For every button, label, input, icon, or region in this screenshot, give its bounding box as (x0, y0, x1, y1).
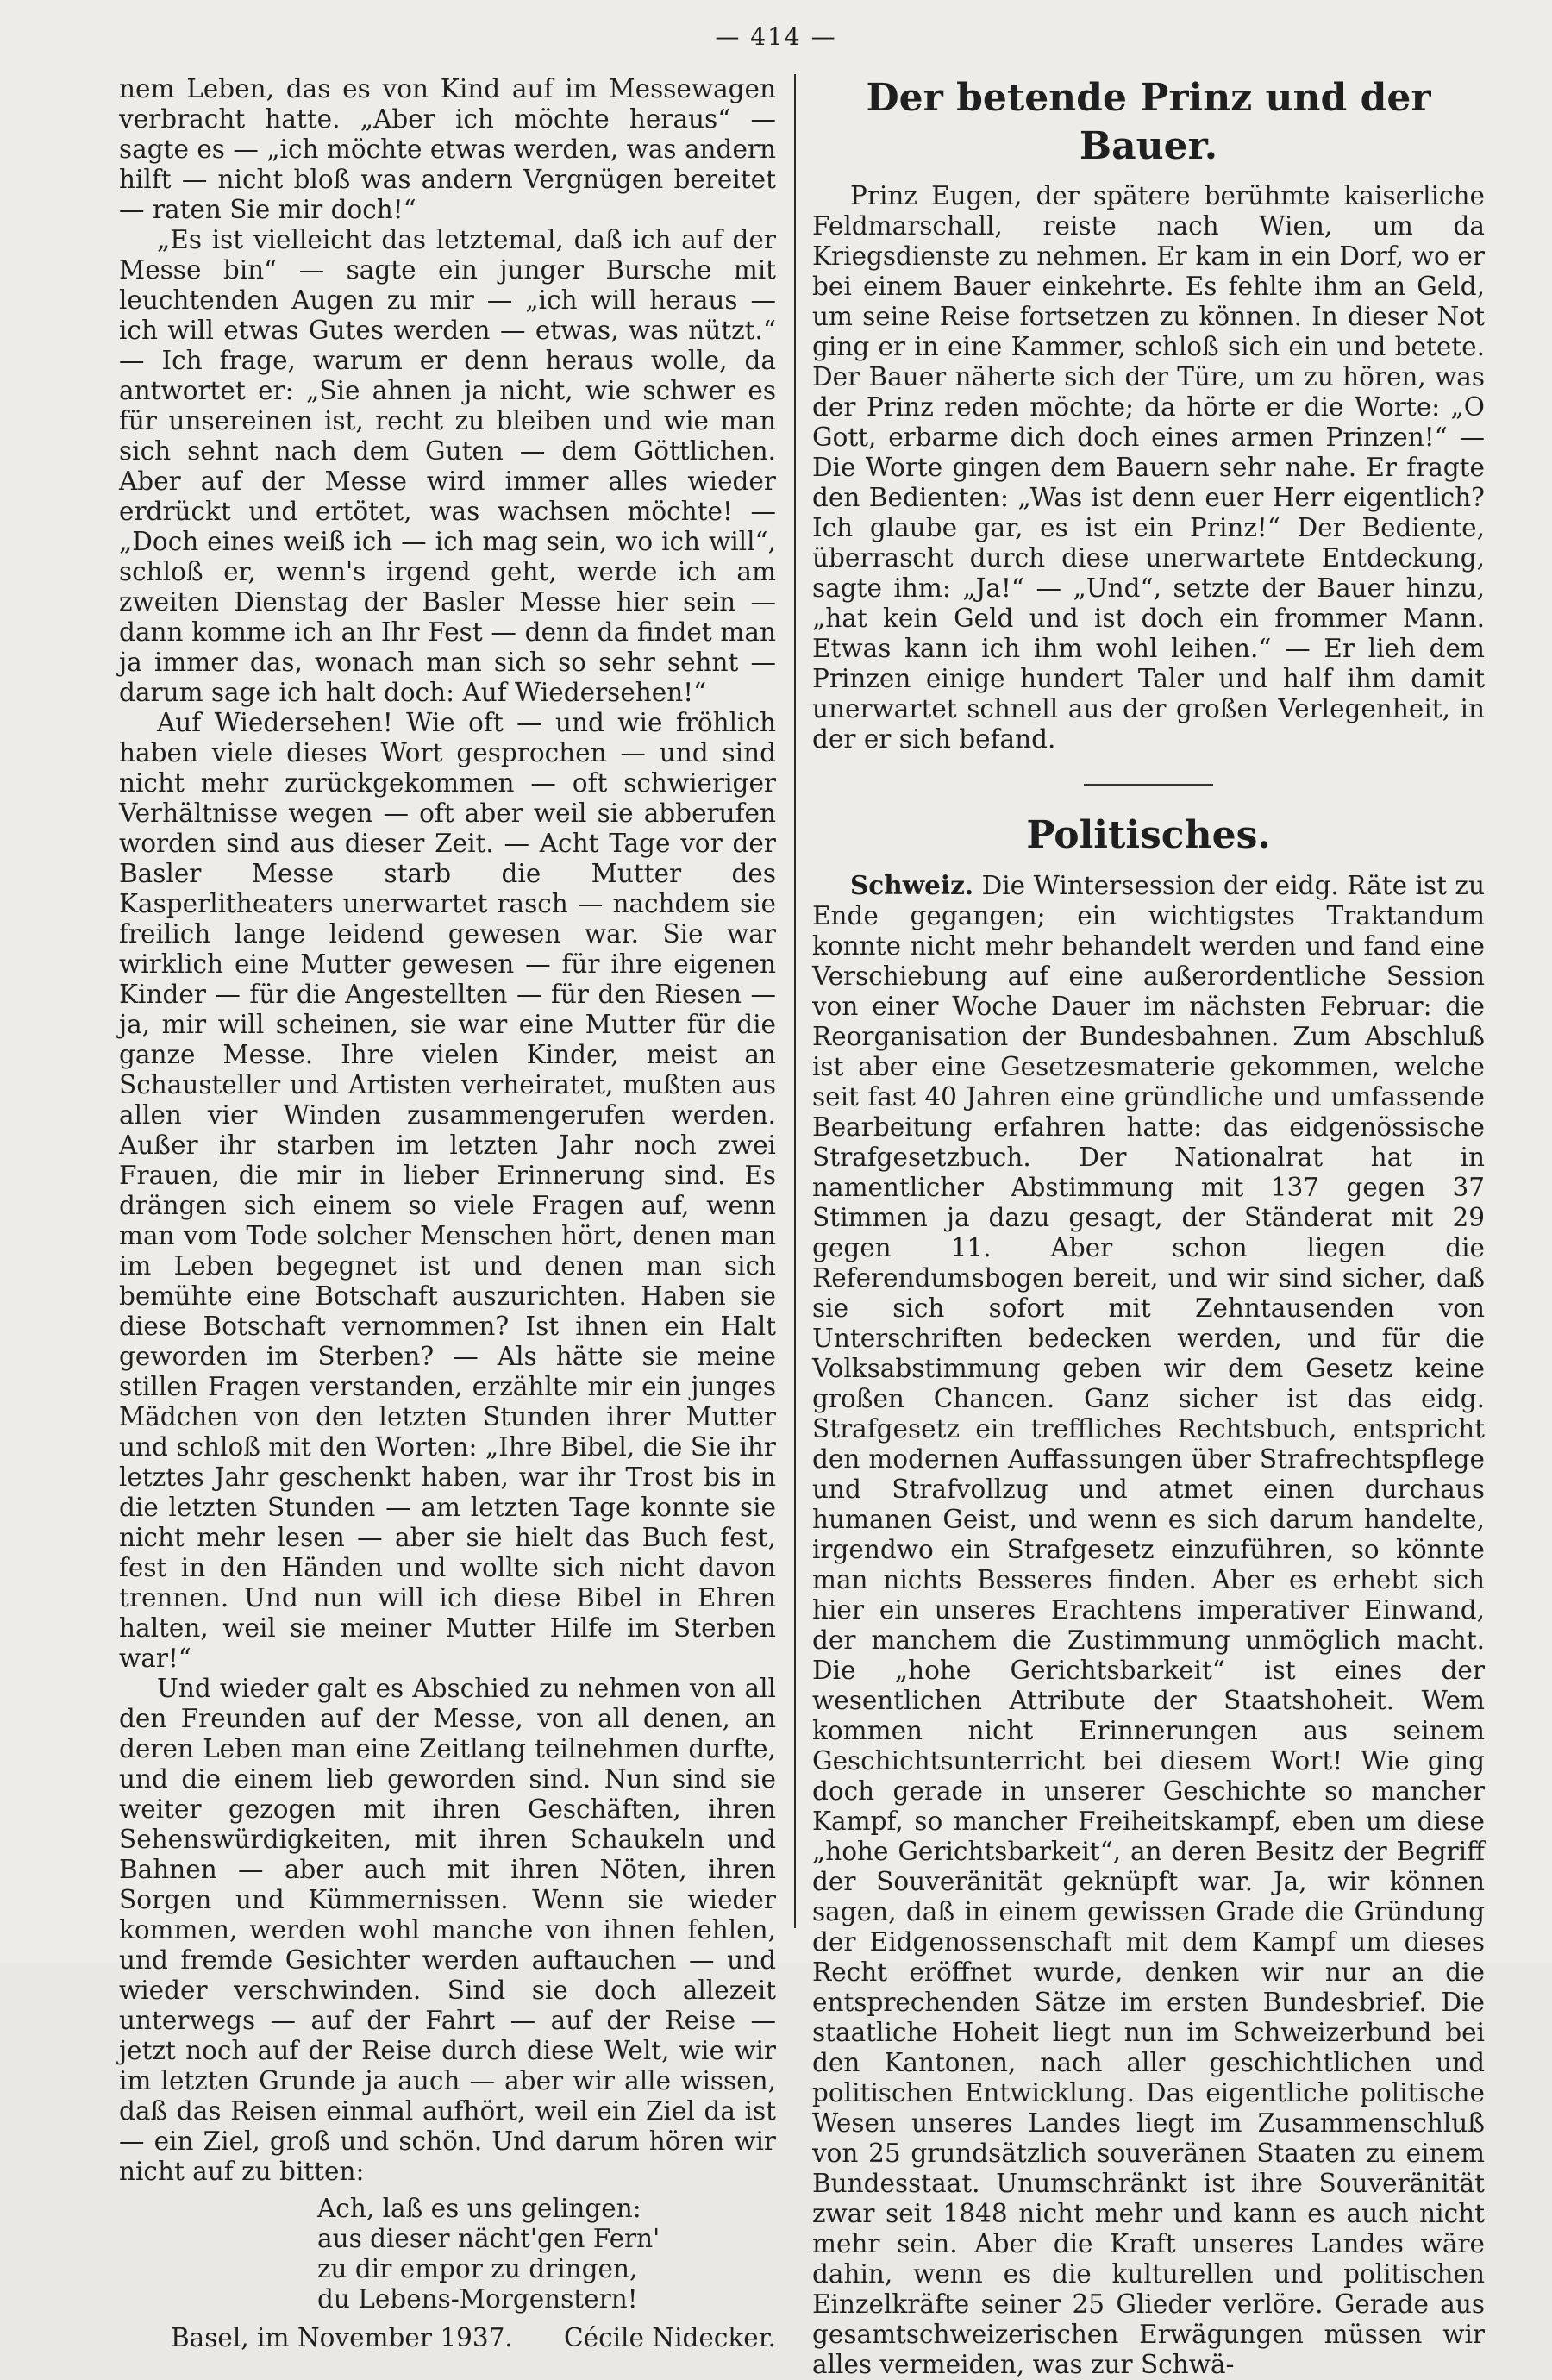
paragraph: Und wieder galt es Abschied zu nehmen von all den Freunden auf der Messe, von all denen, an deren Leben man eine Zeitlang teilnehmen durfte, und die einem lieb geworden sind. Nun sind sie weiter gezogen mit ihren Geschäften, ihren Sehenswürdigkeiten, mit ihren Schaukeln und Bahnen — aber auch mit ihren Nöten, ihren Sorgen und Kümmernissen. Wenn sie wieder kommen, werden wohl manche von ihnen fehlen, und fremde Gesichter werden auftauchen — und wieder verschwinden. Sind sie doch allezeit unterwegs — auf der Fahrt — auf der Reise — jetzt noch auf der Reise durch diese Welt, wie wir im letzten Grunde ja auch — aber wir alle wissen, daß das Reisen einmal aufhört, weil ein Ziel da ist — ein Ziel, groß und schön. Und darum hören wir nicht auf zu bitten: (119, 1674, 776, 2186)
left-column (119, 74, 776, 2353)
poem-line: zu dir empor zu dringen, (317, 2254, 638, 2283)
poem (317, 2194, 776, 2314)
lead-word: Schweiz. (850, 870, 974, 900)
page-number: — 414 — (715, 22, 837, 51)
article-title: Der betende Prinz und der Bauer. (866, 76, 1431, 168)
column-divider (794, 74, 796, 1928)
section-divider (1084, 784, 1213, 786)
poem-line: aus dieser nächt'gen Fern' (317, 2224, 660, 2253)
paragraph: „Es ist vielleicht das letztemal, daß ich auf der Messe bin“ — sagte ein junger Bursche mit leuchtenden Augen zu mir — „ich will heraus — ich will etwas Gutes werden — etwas, was nützt.“ — Ich frage, warum er denn heraus wolle, da antwortet er: „Sie ahnen ja nicht, wie schwer es für unsereinen ist, recht zu bleiben und wie man sich sehnt nach dem Guten — dem Göttlichen. Aber auf der Messe wird immer alles wieder erdrückt und ertötet, was wachsen möchte! — „Doch eines weiß ich — ich mag sein, wo ich will“, schloß er, wenn's irgend geht, werde ich am zweiten Dienstag der Basler Messe hier sein — dann komme ich an Ihr Fest — denn da findet man ja immer das, wonach man sich so sehr sehnt — darum sage ich halt doch: Auf Wiedersehen!“ (119, 225, 776, 707)
poem-line: du Lebens-Morgenstern! (317, 2284, 638, 2314)
paragraph: nem Leben, das es von Kind auf im Messewagen verbracht hatte. „Aber ich möchte heraus“ — sagte es — „ich möchte etwas werden, was andern hilft — nicht bloß was andern Vergnügen bereitet — raten Sie mir doch!“ (119, 74, 776, 224)
paragraph: Prinz Eugen, der spätere berühmte kaiserliche Feldmarschall, reiste nach Wien, um da Kriegsdienste zu nehmen. Er kam in ein Dorf, wo er bei einem Bauer einkehrte. Es fehlte ihm an Geld, um seine Reise fortsetzen zu können. In dieser Not ging er in eine Kammer, schloß sich ein und betete. Der Bauer näherte sich der Türe, um zu hören, was der Prinz reden möchte; da hörte er die Worte: „O Gott, erbarme dich doch eines armen Prinzen!“ — Die Worte gingen dem Bauern sehr nahe. Er fragte den Bedienten: „Was ist denn euer Herr eigentlich? Ich glaube gar, es ist ein Prinz!“ Der Bediente, überrascht durch diese unerwartete Entdeckung, sagte ihm: „Ja!“ — „Und“, setzte der Bauer hinzu, „hat kein Geld und ist doch ein frommer Mann. Etwas kann ich ihm wohl leihen.“ — Er lieh dem Prinzen einige hundert Taler und half ihm damit unerwartet schnell aus der großen Verlegenheit, in der er sich befand. (812, 181, 1485, 754)
paragraph-text: Die Wintersession der eidg. Räte ist zu Ende gegangen; ein wichtigstes Traktandum konnte nicht mehr behandelt werden und fand eine Verschiebung auf eine außerordentliche Session von einer Woche Dauer im nächsten Februar: die Reorganisation der Bundesbahnen. Zum Abschluß ist aber eine Gesetzesmaterie gekommen, welche seit fast 40 Jahren eine gründliche und umfassende Bearbeitung erfahren hatte: das eidgenössische Strafgesetzbuch. Der Nationalrat hat in namentlicher Abstimmung mit 137 gegen 37 Stimmen ja dazu gesagt, der Ständerat mit 29 gegen 11. Aber schon liegen die Referendumsbogen bereit, und wir sind sicher, daß sie sich sofort mit Zehntausenden von Unterschriften bedecken werden, und für die Volksabstimmung geben wir dem Gesetz keine großen Chancen. Ganz sicher ist das eidg. Strafgesetz ein treffliches Rechtsbuch, entspricht den modernen Auffassungen über Strafrechtspflege und Strafvollzug und atmet einen durchaus humanen Geist, und wenn es sich darum handelte, irgendwo ein Strafgesetz einzuführen, so könnte man nichts Besseres finden. Aber es erhebt sich hier ein unseres Erachtens imperativer Einwand, der manchem die Zustimmung unmöglich macht. Die „hohe Gerichtsbarkeit“ ist eines der wesentlichen Attribute der Staatshoheit. Wem kommen nicht Erinnerungen aus seinem Geschichtsunterricht bei diesem Wort! Wie ging doch gerade in unserer Geschichte so mancher Kampf, so mancher Freiheitskampf, eben um diese „hohe Gerichtsbarkeit“, an deren Besitz der Begriff der Souveränität geknüpft war. Ja, wir können sagen, daß in einem gewissen Grade die Gründung der Eidgenossenschaft mit dem Kampf um dieses Recht eröffnet wurde, denken wir nur an die entsprechenden Sätze im ersten Bundesbrief. Die staatliche Hoheit liegt nun im Schweizerbund bei den Kantonen, nach aller geschichtlichen und politischen Entwicklung. Das eigentliche politische Wesen unseres Landes liegt im Zusammenschluß von 25 grundsätzlich souveränen Staaten zu einem Bundesstaat. Unumschränkt ist ihre Souveränität zwar seit 1848 nicht mehr und kann es auch nicht mehr sein. Aber die Kraft unseres Landes wäre dahin, wenn es die kulturellen und politischen Einzelkräfte seiner 25 Glieder verlöre. Gerade aus gesamtschweizerischen Erwägungen müssen wir alles vermeiden, was zur Schwä- (812, 871, 1485, 2379)
signature-name: Cécile Nidecker. (564, 2323, 776, 2352)
signature-place: Basel, im November 1937. (171, 2323, 513, 2352)
poem-line: Ach, laß es uns gelingen: (317, 2194, 641, 2223)
paragraph: Auf Wiedersehen! Wie oft — und wie fröhlich haben viele dieses Wort gesprochen — und sind nicht mehr zurückgekommen — oft schwieriger Verhältnisse wegen — oft aber weil sie abberufen worden sind aus dieser Zeit. — Acht Tage vor der Basler Messe starb die Mutter des Kasperlitheaters unerwartet rasch — nachdem sie freilich lange leidend gewesen war. Sie war wirklich eine Mutter gewesen — für ihre eigenen Kinder — für die Angestellten — für den Riesen — ja, mir will scheinen, sie war eine Mutter für die ganze Messe. Ihre vielen Kinder, meist an Schausteller und Artisten verheiratet, mußten aus allen vier Winden zusammengerufen werden. Außer ihr starben im letzten Jahr noch zwei Frauen, die mir in lieber Erinnerung sind. Es drängen sich einem so viele Fragen auf, wenn man vom Tode solcher Menschen hört, denen man im Leben begegnet ist und denen man sich bemühte eine Botschaft auszurichten. Haben sie diese Botschaft vernommen? Ist ihnen ein Halt geworden im Sterben? — Als hätte sie meine stillen Fragen verstanden, erzählte mir ein junges Mädchen von den letzten Stunden ihrer Mutter und schloß mit den Worten: „Ihre Bibel, die Sie ihr letztes Jahr geschenkt haben, war ihr Trost bis in die letzten Stunden — am letzten Tage konnte sie nicht mehr lesen — aber sie hielt das Buch fest, fest in den Händen und wollte sich nicht davon trennen. Und nun will ich diese Bibel in Ehren halten, weil sie meiner Mutter Hilfe im Sterben war!“ (119, 708, 776, 1673)
paragraph (812, 870, 1485, 2380)
section-title: Politisches. (1026, 813, 1271, 857)
signature (119, 2323, 776, 2353)
right-column (812, 74, 1485, 2380)
